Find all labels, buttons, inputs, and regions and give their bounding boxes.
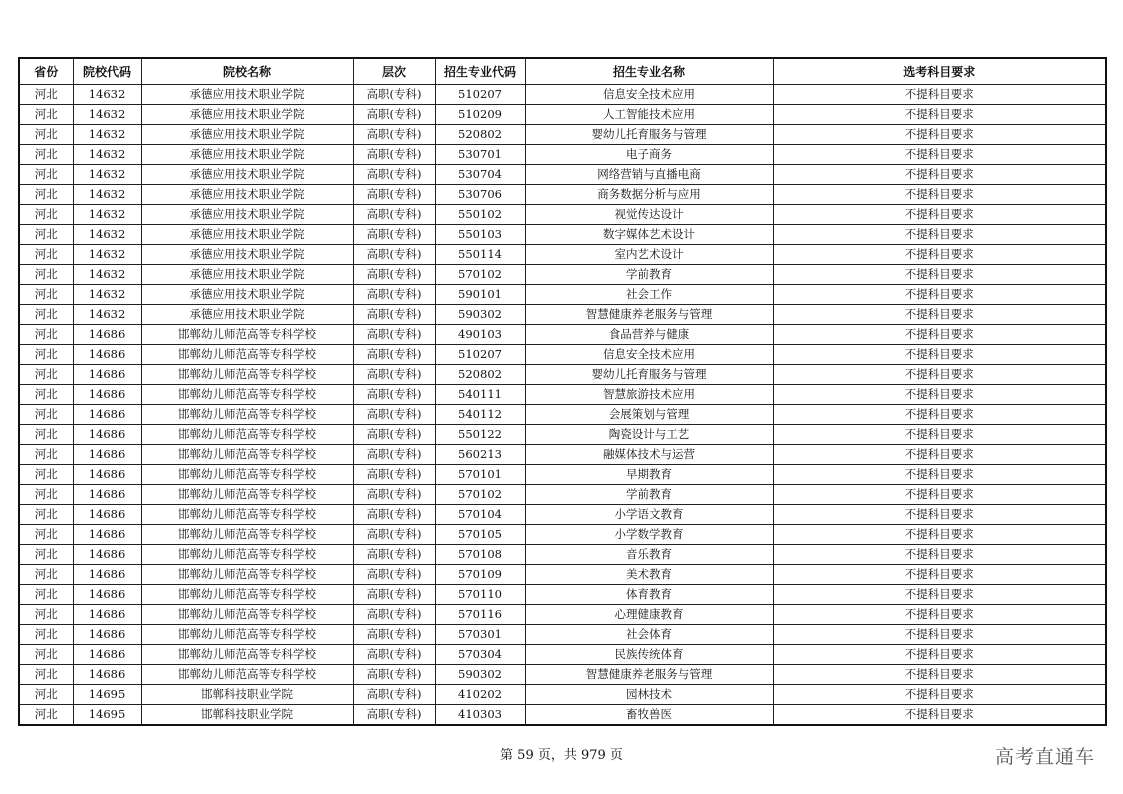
table-row <box>19 265 1106 285</box>
cell-school-name: 邯郸幼儿师范高等专科学校 <box>141 445 353 465</box>
cell-school-name: 邯郸幼儿师范高等专科学校 <box>141 405 353 425</box>
cell-province: 河北 <box>19 325 73 345</box>
cell-level: 高职(专科) <box>353 385 435 405</box>
cell-province: 河北 <box>19 485 73 505</box>
cell-major-name: 融媒体技术与运营 <box>525 445 773 465</box>
cell-school-code: 14632 <box>73 205 141 225</box>
watermark-logo: 高考直通车 <box>994 746 1095 768</box>
cell-school-code: 14686 <box>73 345 141 365</box>
cell-major-code: 540112 <box>435 405 525 425</box>
cell-level: 高职(专科) <box>353 325 435 345</box>
cell-subject-requirement: 不提科目要求 <box>773 245 1106 265</box>
cell-school-code: 14686 <box>73 425 141 445</box>
cell-major-name: 陶瓷设计与工艺 <box>525 425 773 445</box>
cell-major-name: 信息安全技术应用 <box>525 85 773 105</box>
cell-major-name: 小学数学教育 <box>525 525 773 545</box>
cell-school-code: 14632 <box>73 285 141 305</box>
table-row <box>19 665 1106 685</box>
cell-major-code: 550103 <box>435 225 525 245</box>
cell-level: 高职(专科) <box>353 445 435 465</box>
cell-subject-requirement: 不提科目要求 <box>773 585 1106 605</box>
cell-subject-requirement: 不提科目要求 <box>773 645 1106 665</box>
cell-subject-requirement: 不提科目要求 <box>773 225 1106 245</box>
cell-province: 河北 <box>19 345 73 365</box>
cell-subject-requirement: 不提科目要求 <box>773 105 1106 125</box>
cell-school-code: 14686 <box>73 365 141 385</box>
cell-major-code: 550114 <box>435 245 525 265</box>
table-row <box>19 605 1106 625</box>
table-row <box>19 85 1106 105</box>
table-row <box>19 325 1106 345</box>
cell-school-name: 邯郸科技职业学院 <box>141 685 353 705</box>
cell-major-code: 570304 <box>435 645 525 665</box>
cell-subject-requirement: 不提科目要求 <box>773 545 1106 565</box>
col-header-level: 层次 <box>353 58 435 85</box>
table-row <box>19 105 1106 125</box>
cell-major-name: 心理健康教育 <box>525 605 773 625</box>
cell-major-code: 550122 <box>435 425 525 445</box>
cell-major-code: 520802 <box>435 125 525 145</box>
col-header-major-name: 招生专业名称 <box>525 58 773 85</box>
cell-school-name: 邯郸幼儿师范高等专科学校 <box>141 545 353 565</box>
cell-major-name: 食品营养与健康 <box>525 325 773 345</box>
cell-province: 河北 <box>19 565 73 585</box>
cell-major-name: 网络营销与直播电商 <box>525 165 773 185</box>
table-row <box>19 225 1106 245</box>
cell-major-code: 410202 <box>435 685 525 705</box>
cell-major-code: 570105 <box>435 525 525 545</box>
cell-major-name: 美术教育 <box>525 565 773 585</box>
cell-province: 河北 <box>19 285 73 305</box>
cell-subject-requirement: 不提科目要求 <box>773 325 1106 345</box>
cell-level: 高职(专科) <box>353 165 435 185</box>
cell-level: 高职(专科) <box>353 245 435 265</box>
table-row <box>19 185 1106 205</box>
table-row <box>19 545 1106 565</box>
cell-level: 高职(专科) <box>353 525 435 545</box>
cell-major-code: 590101 <box>435 285 525 305</box>
cell-province: 河北 <box>19 425 73 445</box>
cell-school-name: 承德应用技术职业学院 <box>141 105 353 125</box>
cell-school-name: 邯郸幼儿师范高等专科学校 <box>141 665 353 685</box>
cell-school-name: 承德应用技术职业学院 <box>141 245 353 265</box>
cell-level: 高职(专科) <box>353 545 435 565</box>
cell-school-code: 14632 <box>73 305 141 325</box>
table-row <box>19 405 1106 425</box>
cell-major-code: 510207 <box>435 85 525 105</box>
cell-level: 高职(专科) <box>353 405 435 425</box>
cell-major-code: 570101 <box>435 465 525 485</box>
cell-major-code: 490103 <box>435 325 525 345</box>
cell-subject-requirement: 不提科目要求 <box>773 685 1106 705</box>
table-row <box>19 305 1106 325</box>
cell-subject-requirement: 不提科目要求 <box>773 385 1106 405</box>
cell-school-code: 14632 <box>73 245 141 265</box>
table-row <box>19 585 1106 605</box>
cell-school-name: 邯郸幼儿师范高等专科学校 <box>141 425 353 445</box>
cell-subject-requirement: 不提科目要求 <box>773 365 1106 385</box>
cell-province: 河北 <box>19 465 73 485</box>
col-header-school-code: 院校代码 <box>73 58 141 85</box>
table-row <box>19 505 1106 525</box>
cell-school-name: 承德应用技术职业学院 <box>141 145 353 165</box>
cell-major-name: 畜牧兽医 <box>525 705 773 726</box>
cell-school-name: 承德应用技术职业学院 <box>141 305 353 325</box>
cell-major-name: 室内艺术设计 <box>525 245 773 265</box>
cell-level: 高职(专科) <box>353 85 435 105</box>
table-row <box>19 145 1106 165</box>
cell-province: 河北 <box>19 185 73 205</box>
cell-school-name: 承德应用技术职业学院 <box>141 225 353 245</box>
cell-major-code: 530704 <box>435 165 525 185</box>
table-row <box>19 365 1106 385</box>
table-row <box>19 565 1106 585</box>
cell-province: 河北 <box>19 505 73 525</box>
cell-province: 河北 <box>19 225 73 245</box>
table-row <box>19 525 1106 545</box>
cell-school-name: 承德应用技术职业学院 <box>141 205 353 225</box>
cell-level: 高职(专科) <box>353 705 435 726</box>
cell-major-code: 510209 <box>435 105 525 125</box>
cell-subject-requirement: 不提科目要求 <box>773 345 1106 365</box>
col-header-subject-requirement: 选考科目要求 <box>773 58 1106 85</box>
cell-major-code: 540111 <box>435 385 525 405</box>
cell-level: 高职(专科) <box>353 605 435 625</box>
table-row <box>19 685 1106 705</box>
cell-major-name: 社会工作 <box>525 285 773 305</box>
cell-major-code: 570102 <box>435 265 525 285</box>
cell-province: 河北 <box>19 85 73 105</box>
cell-subject-requirement: 不提科目要求 <box>773 605 1106 625</box>
cell-school-name: 邯郸幼儿师范高等专科学校 <box>141 325 353 345</box>
cell-school-name: 邯郸幼儿师范高等专科学校 <box>141 485 353 505</box>
cell-level: 高职(专科) <box>353 685 435 705</box>
cell-school-code: 14686 <box>73 325 141 345</box>
cell-province: 河北 <box>19 705 73 726</box>
cell-major-code: 590302 <box>435 665 525 685</box>
cell-school-name: 承德应用技术职业学院 <box>141 125 353 145</box>
cell-school-code: 14686 <box>73 485 141 505</box>
cell-province: 河北 <box>19 685 73 705</box>
cell-level: 高职(专科) <box>353 225 435 245</box>
table-row <box>19 205 1106 225</box>
cell-subject-requirement: 不提科目要求 <box>773 185 1106 205</box>
cell-level: 高职(专科) <box>353 145 435 165</box>
cell-major-code: 530706 <box>435 185 525 205</box>
cell-school-code: 14632 <box>73 145 141 165</box>
cell-major-name: 电子商务 <box>525 145 773 165</box>
cell-school-code: 14686 <box>73 385 141 405</box>
cell-school-code: 14686 <box>73 505 141 525</box>
table-row <box>19 345 1106 365</box>
cell-level: 高职(专科) <box>353 665 435 685</box>
cell-subject-requirement: 不提科目要求 <box>773 445 1106 465</box>
cell-major-name: 信息安全技术应用 <box>525 345 773 365</box>
cell-major-code: 560213 <box>435 445 525 465</box>
cell-school-name: 邯郸幼儿师范高等专科学校 <box>141 585 353 605</box>
cell-school-name: 承德应用技术职业学院 <box>141 265 353 285</box>
cell-subject-requirement: 不提科目要求 <box>773 565 1106 585</box>
cell-province: 河北 <box>19 265 73 285</box>
cell-level: 高职(专科) <box>353 305 435 325</box>
table-row <box>19 165 1106 185</box>
cell-province: 河北 <box>19 625 73 645</box>
cell-level: 高职(专科) <box>353 645 435 665</box>
cell-level: 高职(专科) <box>353 585 435 605</box>
cell-province: 河北 <box>19 605 73 625</box>
cell-school-name: 承德应用技术职业学院 <box>141 165 353 185</box>
cell-major-code: 570109 <box>435 565 525 585</box>
cell-school-code: 14695 <box>73 685 141 705</box>
cell-school-name: 邯郸幼儿师范高等专科学校 <box>141 345 353 365</box>
table-header <box>19 58 1106 85</box>
cell-province: 河北 <box>19 585 73 605</box>
cell-level: 高职(专科) <box>353 345 435 365</box>
cell-school-name: 邯郸幼儿师范高等专科学校 <box>141 385 353 405</box>
cell-province: 河北 <box>19 205 73 225</box>
table-row <box>19 125 1106 145</box>
cell-province: 河北 <box>19 645 73 665</box>
cell-major-name: 体育教育 <box>525 585 773 605</box>
cell-level: 高职(专科) <box>353 105 435 125</box>
col-header-major-code: 招生专业代码 <box>435 58 525 85</box>
cell-school-name: 邯郸科技职业学院 <box>141 705 353 726</box>
cell-level: 高职(专科) <box>353 265 435 285</box>
cell-province: 河北 <box>19 245 73 265</box>
cell-major-name: 商务数据分析与应用 <box>525 185 773 205</box>
cell-major-name: 智慧健康养老服务与管理 <box>525 665 773 685</box>
cell-major-name: 早期教育 <box>525 465 773 485</box>
cell-major-name: 婴幼儿托育服务与管理 <box>525 365 773 385</box>
cell-level: 高职(专科) <box>353 505 435 525</box>
cell-school-name: 邯郸幼儿师范高等专科学校 <box>141 465 353 485</box>
cell-school-code: 14632 <box>73 85 141 105</box>
cell-province: 河北 <box>19 145 73 165</box>
cell-school-name: 邯郸幼儿师范高等专科学校 <box>141 565 353 585</box>
cell-subject-requirement: 不提科目要求 <box>773 265 1106 285</box>
cell-school-code: 14686 <box>73 585 141 605</box>
table-body <box>19 85 1106 726</box>
table-row <box>19 645 1106 665</box>
cell-school-code: 14632 <box>73 165 141 185</box>
cell-major-name: 小学语文教育 <box>525 505 773 525</box>
cell-school-code: 14632 <box>73 265 141 285</box>
table-row <box>19 285 1106 305</box>
cell-level: 高职(专科) <box>353 125 435 145</box>
cell-major-code: 520802 <box>435 365 525 385</box>
cell-level: 高职(专科) <box>353 365 435 385</box>
cell-major-code: 570104 <box>435 505 525 525</box>
cell-school-code: 14686 <box>73 545 141 565</box>
cell-school-name: 承德应用技术职业学院 <box>141 285 353 305</box>
cell-level: 高职(专科) <box>353 205 435 225</box>
cell-school-code: 14686 <box>73 405 141 425</box>
cell-level: 高职(专科) <box>353 425 435 445</box>
cell-subject-requirement: 不提科目要求 <box>773 665 1106 685</box>
table-row <box>19 445 1106 465</box>
cell-province: 河北 <box>19 305 73 325</box>
cell-subject-requirement: 不提科目要求 <box>773 505 1106 525</box>
cell-subject-requirement: 不提科目要求 <box>773 205 1106 225</box>
cell-school-name: 邯郸幼儿师范高等专科学校 <box>141 505 353 525</box>
cell-province: 河北 <box>19 125 73 145</box>
cell-level: 高职(专科) <box>353 285 435 305</box>
cell-subject-requirement: 不提科目要求 <box>773 145 1106 165</box>
table-row <box>19 625 1106 645</box>
cell-major-name: 婴幼儿托育服务与管理 <box>525 125 773 145</box>
cell-school-code: 14686 <box>73 625 141 645</box>
cell-subject-requirement: 不提科目要求 <box>773 165 1106 185</box>
cell-level: 高职(专科) <box>353 185 435 205</box>
cell-major-code: 570301 <box>435 625 525 645</box>
cell-school-name: 邯郸幼儿师范高等专科学校 <box>141 365 353 385</box>
cell-school-code: 14686 <box>73 605 141 625</box>
cell-school-code: 14632 <box>73 105 141 125</box>
cell-school-name: 邯郸幼儿师范高等专科学校 <box>141 525 353 545</box>
table-row <box>19 485 1106 505</box>
admission-table <box>18 57 1107 726</box>
cell-school-code: 14632 <box>73 225 141 245</box>
cell-major-name: 学前教育 <box>525 265 773 285</box>
cell-major-code: 590302 <box>435 305 525 325</box>
cell-major-name: 民族传统体育 <box>525 645 773 665</box>
table-row <box>19 385 1106 405</box>
cell-major-name: 视觉传达设计 <box>525 205 773 225</box>
cell-school-name: 邯郸幼儿师范高等专科学校 <box>141 605 353 625</box>
cell-school-code: 14695 <box>73 705 141 726</box>
cell-school-code: 14686 <box>73 645 141 665</box>
cell-major-name: 学前教育 <box>525 485 773 505</box>
cell-major-name: 园林技术 <box>525 685 773 705</box>
cell-subject-requirement: 不提科目要求 <box>773 705 1106 726</box>
cell-major-code: 410303 <box>435 705 525 726</box>
cell-subject-requirement: 不提科目要求 <box>773 525 1106 545</box>
cell-school-code: 14632 <box>73 185 141 205</box>
cell-school-code: 14686 <box>73 665 141 685</box>
cell-subject-requirement: 不提科目要求 <box>773 305 1106 325</box>
cell-level: 高职(专科) <box>353 625 435 645</box>
cell-province: 河北 <box>19 665 73 685</box>
cell-province: 河北 <box>19 545 73 565</box>
cell-major-code: 570102 <box>435 485 525 505</box>
cell-major-name: 智慧旅游技术应用 <box>525 385 773 405</box>
cell-province: 河北 <box>19 525 73 545</box>
cell-school-code: 14686 <box>73 445 141 465</box>
cell-province: 河北 <box>19 385 73 405</box>
table-row <box>19 465 1106 485</box>
table-row <box>19 705 1106 726</box>
cell-major-code: 570110 <box>435 585 525 605</box>
cell-major-code: 530701 <box>435 145 525 165</box>
cell-level: 高职(专科) <box>353 485 435 505</box>
cell-major-name: 会展策划与管理 <box>525 405 773 425</box>
cell-province: 河北 <box>19 445 73 465</box>
cell-major-name: 音乐教育 <box>525 545 773 565</box>
cell-subject-requirement: 不提科目要求 <box>773 485 1106 505</box>
cell-level: 高职(专科) <box>353 565 435 585</box>
cell-school-code: 14686 <box>73 565 141 585</box>
cell-subject-requirement: 不提科目要求 <box>773 285 1106 305</box>
cell-subject-requirement: 不提科目要求 <box>773 625 1106 645</box>
cell-subject-requirement: 不提科目要求 <box>773 465 1106 485</box>
page-number: 第 59 页，共 979 页 <box>500 748 623 763</box>
table-row <box>19 245 1106 265</box>
cell-school-code: 14686 <box>73 525 141 545</box>
cell-subject-requirement: 不提科目要求 <box>773 85 1106 105</box>
cell-major-code: 570108 <box>435 545 525 565</box>
cell-school-name: 邯郸幼儿师范高等专科学校 <box>141 645 353 665</box>
cell-province: 河北 <box>19 405 73 425</box>
cell-school-code: 14632 <box>73 125 141 145</box>
cell-subject-requirement: 不提科目要求 <box>773 125 1106 145</box>
table-row <box>19 425 1106 445</box>
col-header-province: 省份 <box>19 58 73 85</box>
cell-school-name: 承德应用技术职业学院 <box>141 85 353 105</box>
col-header-school-name: 院校名称 <box>141 58 353 85</box>
cell-major-code: 570116 <box>435 605 525 625</box>
cell-school-name: 承德应用技术职业学院 <box>141 185 353 205</box>
cell-school-code: 14686 <box>73 465 141 485</box>
cell-major-name: 智慧健康养老服务与管理 <box>525 305 773 325</box>
cell-school-name: 邯郸幼儿师范高等专科学校 <box>141 625 353 645</box>
cell-major-name: 人工智能技术应用 <box>525 105 773 125</box>
cell-major-code: 510207 <box>435 345 525 365</box>
cell-level: 高职(专科) <box>353 465 435 485</box>
cell-major-name: 数字媒体艺术设计 <box>525 225 773 245</box>
cell-subject-requirement: 不提科目要求 <box>773 425 1106 445</box>
cell-major-name: 社会体育 <box>525 625 773 645</box>
cell-province: 河北 <box>19 365 73 385</box>
cell-province: 河北 <box>19 105 73 125</box>
cell-subject-requirement: 不提科目要求 <box>773 405 1106 425</box>
cell-province: 河北 <box>19 165 73 185</box>
cell-major-code: 550102 <box>435 205 525 225</box>
